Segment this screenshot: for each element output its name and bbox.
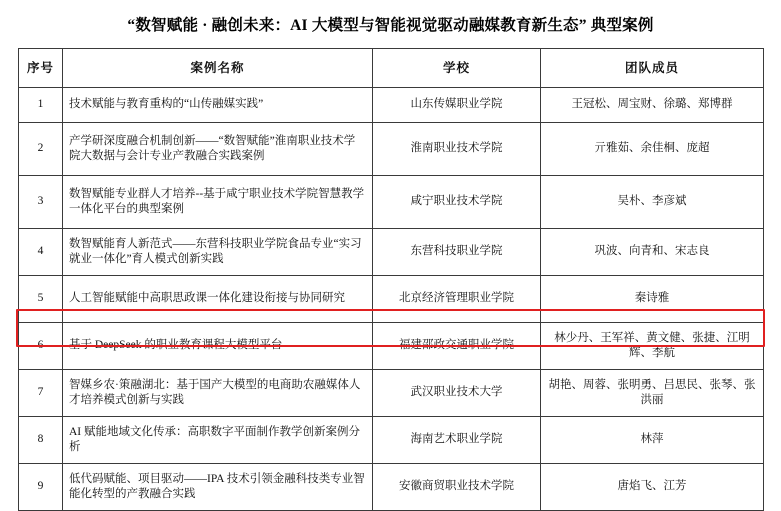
cell-name: AI 赋能地域文化传承：高职数字平面制作教学创新案例分析 [63, 417, 373, 464]
table-row-highlighted [19, 323, 764, 370]
cell-team: 王冠松、周宝财、徐璐、郑博群 [541, 88, 764, 123]
cell-team: 亓雅茹、余佳桐、庞超 [541, 123, 764, 176]
cell-no: 9 [19, 464, 63, 511]
cell-name: 基于 DeepSeek 的职业教育课程大模型平台 [63, 323, 373, 370]
cell-team: 林萍 [541, 417, 764, 464]
cell-school: 东营科技职业学院 [373, 229, 541, 276]
table-row [19, 417, 764, 464]
table-row [19, 123, 764, 176]
cell-team: 胡艳、周蓉、张明勇、吕思民、张琴、张洪丽 [541, 370, 764, 417]
cell-school: 安徽商贸职业技术学院 [373, 464, 541, 511]
cell-no: 1 [19, 88, 63, 123]
table-row [19, 464, 764, 511]
cell-name: 技术赋能与教育重构的“山传融媒实践” [63, 88, 373, 123]
cell-team: 林少丹、王军祥、黄文健、张捷、江明辉、李航 [541, 323, 764, 370]
table-header-row [19, 49, 764, 88]
cell-no: 4 [19, 229, 63, 276]
cell-team: 唐焰飞、江芳 [541, 464, 764, 511]
cell-no: 7 [19, 370, 63, 417]
cell-no: 8 [19, 417, 63, 464]
cell-name: 产学研深度融合机制创新——“数智赋能”淮南职业技术学院大数据与会计专业产教融合实践案例 [63, 123, 373, 176]
cell-school: 武汉职业技术大学 [373, 370, 541, 417]
cell-school: 海南艺术职业学院 [373, 417, 541, 464]
table-row [19, 229, 764, 276]
cell-school: 淮南职业技术学院 [373, 123, 541, 176]
page-title: “数智赋能 · 融创未来：AI 大模型与智能视觉驱动融媒教育新生态” 典型案例 [127, 17, 654, 34]
table-row [19, 276, 764, 323]
cell-no: 3 [19, 176, 63, 229]
table-row [19, 88, 764, 123]
cell-name: 低代码赋能、项目驱动——IPA 技术引领金融科技类专业智能化转型的产教融合实践 [63, 464, 373, 511]
column-header-no: 序号 [19, 49, 63, 88]
cell-name: 数智赋能育人新范式——东营科技职业学院食品专业“实习就业一体化”育人模式创新实践 [63, 229, 373, 276]
table-row [19, 370, 764, 417]
table-row [19, 176, 764, 229]
cell-name: 人工智能赋能中高职思政课一体化建设衔接与协同研究 [63, 276, 373, 323]
column-header-school: 学校 [373, 49, 541, 88]
cell-team: 秦诗雅 [541, 276, 764, 323]
cell-name: 智媒乡农·策融湖北：基于国产大模型的电商助农融媒体人才培养模式创新与实践 [63, 370, 373, 417]
cell-no: 5 [19, 276, 63, 323]
column-header-name: 案例名称 [63, 49, 373, 88]
cell-school: 北京经济管理职业学院 [373, 276, 541, 323]
cell-school: 山东传媒职业学院 [373, 88, 541, 123]
cell-no: 6 [19, 323, 63, 370]
cell-school: 咸宁职业技术学院 [373, 176, 541, 229]
column-header-team: 团队成员 [541, 49, 764, 88]
cell-no: 2 [19, 123, 63, 176]
cell-school: 福建邵政交通职业学院 [373, 323, 541, 370]
cell-team: 吴朴、李彦斌 [541, 176, 764, 229]
cell-team: 巩波、向青和、宋志良 [541, 229, 764, 276]
cell-name: 数智赋能专业群人才培养--基于咸宁职业技术学院智慧教学一体化平台的典型案例 [63, 176, 373, 229]
case-table [18, 48, 764, 511]
